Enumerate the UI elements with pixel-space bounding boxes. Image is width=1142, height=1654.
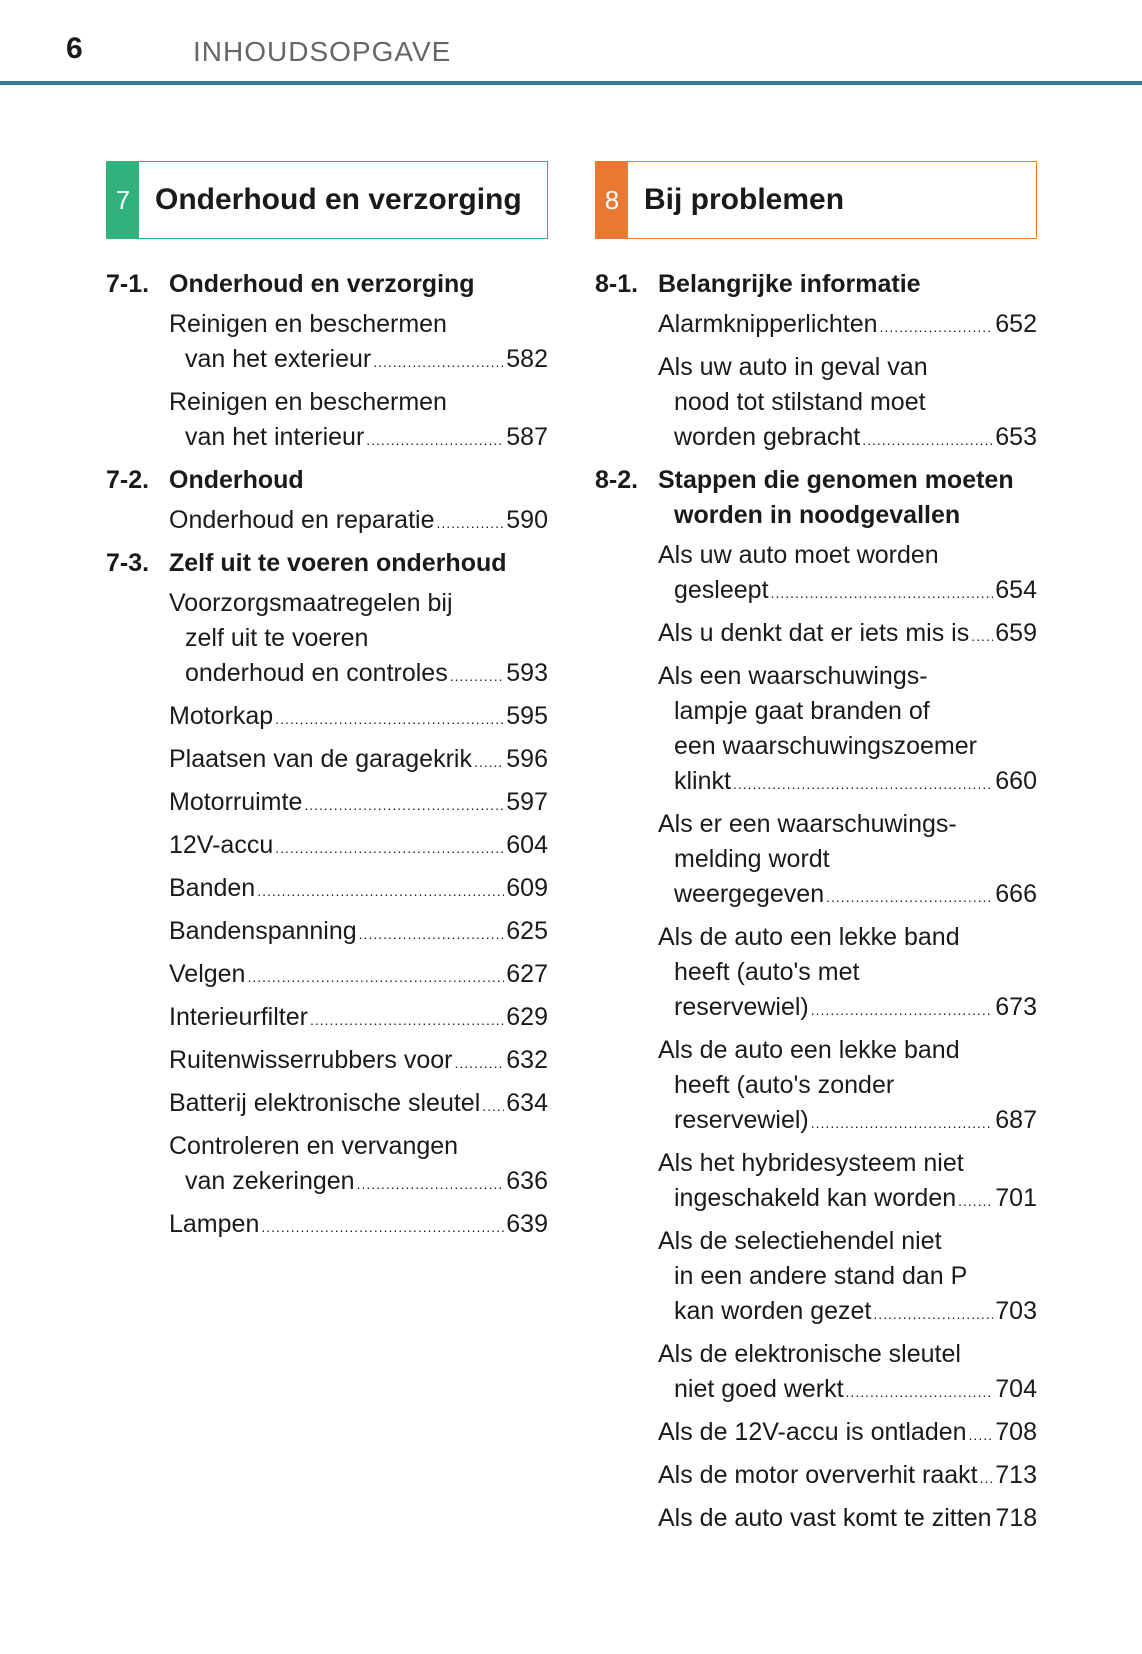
- toc-entry-text: heeft (auto's zonder: [674, 1071, 895, 1099]
- toc-entry[interactable]: [106, 1207, 548, 1245]
- dot-leader: [310, 1003, 504, 1038]
- page-number-ref[interactable]: 660: [995, 767, 1037, 795]
- dot-leader: [826, 880, 993, 915]
- dot-leader: [450, 659, 505, 694]
- toc-entry-text: nood tot stilstand moet: [674, 388, 926, 416]
- toc-entry[interactable]: [106, 785, 548, 823]
- toc-entry-row: [658, 1458, 1037, 1496]
- page-number-ref[interactable]: 604: [506, 831, 548, 859]
- page-number: 6: [66, 32, 83, 65]
- toc-entry-text: lampje gaat branden of: [674, 697, 930, 725]
- dot-leader: [969, 1418, 994, 1453]
- toc-entry-row: [658, 616, 1037, 654]
- dot-leader: [275, 831, 504, 866]
- section-title: [169, 267, 548, 302]
- dot-leader: [733, 767, 993, 802]
- toc-entry-text: Reinigen en beschermen: [169, 388, 447, 416]
- toc-entry[interactable]: [595, 350, 1037, 458]
- toc-entry-text: Als de motor oververhit raakt: [658, 1461, 978, 1489]
- dot-leader: [257, 874, 504, 909]
- page-header: [0, 0, 1142, 88]
- toc-entry-text: Motorruimte: [169, 788, 303, 816]
- toc-entry[interactable]: [106, 699, 548, 737]
- toc-entry-row: [169, 1207, 548, 1245]
- toc-entry-text: melding wordt: [674, 845, 830, 873]
- dot-leader: [454, 1046, 504, 1081]
- section-heading: [595, 267, 1037, 302]
- toc-entry[interactable]: [595, 1415, 1037, 1453]
- dot-leader: [357, 1167, 505, 1202]
- dot-leader: [304, 788, 504, 823]
- chapter-title: Bij problemen: [644, 183, 845, 216]
- section-title-line: worden in noodgevallen: [674, 501, 961, 529]
- toc-entry-text: gesleept: [674, 576, 769, 604]
- toc-entry-row: [169, 914, 548, 952]
- dot-leader: [275, 702, 504, 737]
- toc-entry-row: [169, 957, 548, 995]
- toc-entry-text: van zekeringen: [185, 1167, 355, 1195]
- toc-entry-text: Alarmknipperlichten: [658, 310, 878, 338]
- toc-entry-text: Ruitenwisserrubbers voor: [169, 1046, 453, 1074]
- toc-entry-text: Batterij elektronische sleutel: [169, 1089, 481, 1117]
- toc-entry-text: Lampen: [169, 1210, 260, 1238]
- toc-entry[interactable]: [106, 914, 548, 952]
- toc-entry-row: [658, 1103, 1037, 1141]
- toc-column-right: [595, 161, 1037, 1539]
- toc-entry-text: heeft (auto's met: [674, 958, 860, 986]
- toc-entry[interactable]: [595, 1458, 1037, 1496]
- toc-entry-text: Interieurfilter: [169, 1003, 308, 1031]
- page-number-ref[interactable]: 590: [506, 506, 548, 534]
- page-number-ref[interactable]: 704: [995, 1375, 1037, 1403]
- toc-entry-text: Als er een waarschuwings-: [658, 810, 957, 838]
- toc-entry-row: [169, 420, 548, 458]
- toc-entry-text: Als de auto een lekke band: [658, 923, 960, 951]
- toc-entry[interactable]: [595, 616, 1037, 654]
- toc-entry[interactable]: [106, 1086, 548, 1124]
- page-number-ref[interactable]: 652: [995, 310, 1037, 338]
- toc-entry-text: Als het hybridesysteem niet: [658, 1149, 964, 1177]
- toc-entry-row: [658, 1294, 1037, 1332]
- toc-entry-row: [169, 1000, 548, 1038]
- toc-entry-row: [169, 656, 548, 694]
- dot-leader: [474, 745, 504, 780]
- toc-entry[interactable]: [595, 920, 1037, 1028]
- section-heading: [106, 546, 548, 581]
- section-title-line: Stappen die genomen moeten: [658, 466, 1014, 494]
- page-number-ref[interactable]: 596: [506, 745, 548, 773]
- toc-entry-text: Als de elektronische sleutel: [658, 1340, 961, 1368]
- section-title-line: Belangrijke informatie: [658, 270, 921, 298]
- toc-entry-text: Als de auto vast komt te zitten: [658, 1504, 992, 1532]
- chapter-heading: [106, 161, 548, 239]
- toc-entry[interactable]: [106, 307, 548, 380]
- toc-entry-row: [658, 573, 1037, 611]
- toc-entry-row: [169, 828, 548, 866]
- toc-entry[interactable]: [106, 385, 548, 458]
- chapter-title: Onderhoud en verzorging: [155, 183, 522, 216]
- section-heading: [106, 267, 548, 302]
- header-rule: [0, 81, 1142, 85]
- section-number: 8-2.: [595, 466, 639, 494]
- page-number-ref[interactable]: 627: [506, 960, 548, 988]
- chapter-number: 8: [596, 162, 628, 238]
- page-number-ref[interactable]: 659: [995, 619, 1037, 647]
- toc-entry-text: kan worden gezet: [674, 1297, 872, 1325]
- toc-entry-text: in een andere stand dan P: [674, 1262, 968, 1290]
- section-title: [169, 463, 548, 498]
- toc-entry-text: 12V-accu: [169, 831, 274, 859]
- section-number: 7-2.: [106, 466, 150, 494]
- toc-entry[interactable]: [595, 1146, 1037, 1219]
- toc-entry[interactable]: [595, 1337, 1037, 1410]
- page-number-ref[interactable]: 595: [506, 702, 548, 730]
- page-number-ref[interactable]: 708: [995, 1418, 1037, 1446]
- toc-entry-text: van het exterieur: [185, 345, 372, 373]
- toc-entry-row: [658, 307, 1037, 345]
- toc-entry[interactable]: [106, 871, 548, 909]
- toc-entry[interactable]: [106, 586, 548, 694]
- toc-entry-row: [169, 871, 548, 909]
- dot-leader: [436, 506, 504, 541]
- header-title: INHOUDSOPGAVE: [193, 36, 452, 67]
- dot-leader: [366, 423, 504, 458]
- toc-entry-row: [658, 1372, 1037, 1410]
- dot-leader: [261, 1210, 504, 1245]
- toc-entry-row: [658, 420, 1037, 458]
- toc-entry[interactable]: [595, 538, 1037, 611]
- toc-entry-text: weergegeven: [674, 880, 825, 908]
- page-number-ref[interactable]: 597: [506, 788, 548, 816]
- toc-entry-text: Controleren en vervangen: [169, 1132, 459, 1160]
- toc-entry-text: onderhoud en controles: [185, 659, 448, 687]
- toc-entry[interactable]: [595, 659, 1037, 802]
- toc-entry-text: niet goed werkt: [674, 1375, 844, 1403]
- toc-entry-text: zelf uit te voeren: [185, 624, 369, 652]
- toc-entry[interactable]: [595, 807, 1037, 915]
- toc-entry-row: [169, 785, 548, 823]
- toc-entry-text: Motorkap: [169, 702, 274, 730]
- toc-entry[interactable]: [106, 742, 548, 780]
- dot-leader: [811, 993, 994, 1028]
- section-heading: [595, 463, 1037, 533]
- dot-leader: [771, 576, 994, 611]
- page-number-ref[interactable]: 632: [506, 1046, 548, 1074]
- dot-leader: [862, 423, 993, 458]
- page-number-ref[interactable]: 582: [506, 345, 548, 373]
- dot-leader: [980, 1461, 994, 1496]
- page-number-ref[interactable]: 718: [995, 1504, 1038, 1532]
- toc-entry-text: Reinigen en beschermen: [169, 310, 447, 338]
- toc-entry-row: [169, 699, 548, 737]
- section-number: 7-1.: [106, 270, 150, 298]
- toc-entry-row: [169, 503, 548, 541]
- toc-entry-text: klinkt: [674, 767, 731, 795]
- toc-entry-text: Banden: [169, 874, 256, 902]
- page-number-ref[interactable]: 636: [506, 1167, 548, 1195]
- toc-column-left: [106, 161, 548, 1245]
- page-number-ref[interactable]: 713: [995, 1461, 1037, 1489]
- toc-entry-text: Als uw auto moet worden: [658, 541, 939, 569]
- toc-entry-row: [169, 1043, 548, 1081]
- toc-entry-text: Als uw auto in geval van: [658, 353, 928, 381]
- section-heading: [106, 463, 548, 498]
- toc-entry-row: [169, 342, 548, 380]
- page-number-ref[interactable]: 666: [995, 880, 1037, 908]
- toc-entry-text: Als de auto een lekke band: [658, 1036, 960, 1064]
- dot-leader: [247, 960, 504, 995]
- toc-entry-row: [658, 990, 1037, 1028]
- toc-entry-text: Bandenspanning: [169, 917, 357, 945]
- page-number-ref[interactable]: 587: [506, 423, 548, 451]
- toc-entry-row: [169, 1164, 548, 1202]
- toc-entry-text: ingeschakeld kan worden: [674, 1184, 957, 1212]
- toc-entry[interactable]: [595, 1501, 1037, 1539]
- dot-leader: [958, 1184, 993, 1219]
- section-title: [658, 463, 1037, 533]
- toc-entry-row: [658, 764, 1037, 802]
- page-number-ref[interactable]: 653: [995, 423, 1037, 451]
- toc-entry[interactable]: [106, 828, 548, 866]
- section-number: 7-3.: [106, 549, 150, 577]
- toc-entry-row: [658, 1181, 1037, 1219]
- section-title-line: Onderhoud en verzorging: [169, 270, 475, 298]
- dot-leader: [359, 917, 505, 952]
- page-number-ref[interactable]: 625: [506, 917, 548, 945]
- dot-leader: [880, 310, 994, 345]
- toc-entry-text: Als een waarschuwings-: [658, 662, 928, 690]
- toc-entry-text: Als de selectiehendel niet: [658, 1227, 942, 1255]
- page-number-ref[interactable]: 701: [995, 1184, 1037, 1212]
- section-title: [169, 546, 548, 581]
- toc-entry-text: reservewiel): [674, 1106, 809, 1134]
- toc-entry[interactable]: [595, 1033, 1037, 1141]
- page-number-ref[interactable]: 634: [506, 1089, 548, 1117]
- toc-entry[interactable]: [106, 957, 548, 995]
- toc-entry[interactable]: [106, 503, 548, 541]
- toc-entry-text: een waarschuwingszoemer: [674, 732, 977, 760]
- toc-entry-text: Velgen: [169, 960, 246, 988]
- dot-leader: [873, 1297, 993, 1332]
- toc-entry-row: [658, 877, 1037, 915]
- page-number-ref[interactable]: 639: [506, 1210, 548, 1238]
- page-number-ref[interactable]: 609: [506, 874, 548, 902]
- section-title: [658, 267, 1037, 302]
- toc-entry-row: [169, 1086, 548, 1124]
- toc-entry[interactable]: [595, 1224, 1037, 1332]
- section-title-line: Zelf uit te voeren onderhoud: [169, 549, 507, 577]
- section-number: 8-1.: [595, 270, 639, 298]
- toc-entry[interactable]: [106, 1043, 548, 1081]
- toc-entry-row: [169, 742, 548, 780]
- dot-leader: [811, 1106, 994, 1141]
- dot-leader: [846, 1375, 994, 1410]
- toc-entry-row: [658, 1415, 1037, 1453]
- chapter-number: 7: [107, 162, 139, 238]
- toc-entry-text: Plaatsen van de garagekrik: [169, 745, 472, 773]
- page-number-ref[interactable]: 703: [995, 1297, 1037, 1325]
- toc-entry-text: van het interieur: [185, 423, 365, 451]
- page-number-ref[interactable]: 629: [506, 1003, 548, 1031]
- toc-entry[interactable]: [106, 1000, 548, 1038]
- toc-entry-text: reservewiel): [674, 993, 809, 1021]
- toc-entry-text: worden gebracht: [674, 423, 861, 451]
- toc-entry-row: [658, 1501, 1037, 1539]
- page-number-ref[interactable]: 593: [506, 659, 548, 687]
- page-number-ref[interactable]: 654: [995, 576, 1037, 604]
- page-number-ref[interactable]: 673: [995, 993, 1037, 1021]
- toc-entry[interactable]: [595, 307, 1037, 345]
- toc-entry-text: Als u denkt dat er iets mis is: [658, 619, 970, 647]
- section-title-line: Onderhoud: [169, 466, 304, 494]
- toc-entry[interactable]: [106, 1129, 548, 1202]
- toc-entry-text: Als de 12V-accu is ontladen: [658, 1418, 967, 1446]
- toc-entry-text: Voorzorgsmaatregelen bij: [169, 589, 453, 617]
- chapter-heading: [595, 161, 1037, 239]
- toc-entry-text: Onderhoud en reparatie: [169, 506, 435, 534]
- dot-leader: [971, 619, 993, 654]
- page-number-ref[interactable]: 687: [995, 1106, 1037, 1134]
- dot-leader: [373, 345, 504, 380]
- dot-leader: [482, 1089, 504, 1124]
